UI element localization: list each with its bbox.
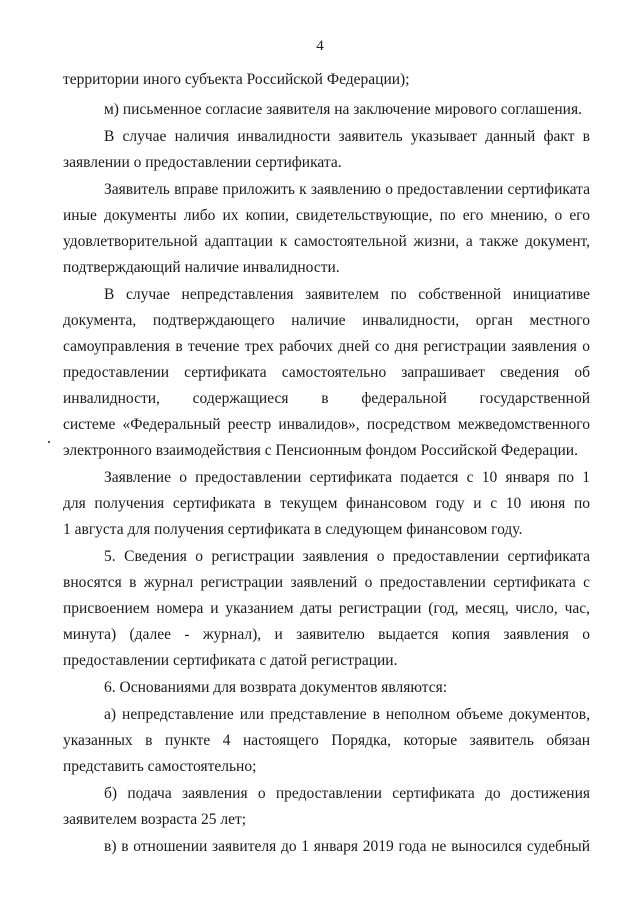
- text-line: представить самостоятельно;: [63, 758, 257, 775]
- text-line: б) подача заявления о предоставлении сертификата до достижения: [104, 785, 590, 802]
- text-line: а) непредставление или представление в неполном объеме документов,: [104, 706, 590, 723]
- text-line: иные документы либо их копии, свидетельствующие, по его мнению, о его: [63, 207, 590, 224]
- text-line: 1 августа для получения сертификата в следующем финансовом году.: [63, 521, 523, 538]
- text-line: вносятся в журнал регистрации заявлений о предоставлении сертификата с: [63, 574, 590, 591]
- text-line: В случае непредставления заявителем по собственной инициативе: [104, 286, 590, 303]
- text-line: системе «Федеральный реестр инвалидов», посредством межведомственного: [63, 416, 590, 433]
- text-line: документа, подтверждающего наличие инвалидности, орган местного: [63, 312, 590, 329]
- text-line: минута) (далее - журнал), и заявителю выдается копия заявления о: [63, 626, 590, 643]
- text-line: предоставлении сертификата с датой регистрации.: [63, 652, 398, 669]
- text-line: м) письменное согласие заявителя на заключение мирового соглашения.: [104, 101, 582, 118]
- text-line: подтверждающий наличие инвалидности.: [63, 259, 340, 276]
- text-line: в) в отношении заявителя до 1 января 2019 года не выносился судебный: [104, 838, 590, 855]
- text-line: удовлетворительной адаптации к самостоятельной жизни, а также документ,: [63, 233, 590, 250]
- text-line: указанных в пункте 4 настоящего Порядка, которые заявитель обязан: [63, 732, 590, 749]
- text-line: 5. Сведения о регистрации заявления о предоставлении сертификата: [104, 548, 590, 565]
- text-line: заявлении о предоставлении сертификата.: [63, 154, 342, 171]
- text-line: электронного взаимодействия с Пенсионным фондом Российской Федерации.: [63, 442, 578, 459]
- text-line: самоуправления в течение трех рабочих дней со дня регистрации заявления о: [63, 338, 590, 355]
- text-line: предоставлении сертификата самостоятельно запрашивает сведения об: [63, 364, 590, 381]
- scan-speck: [48, 441, 50, 443]
- text-line: инвалидности, содержащиеся в федеральной государственной: [63, 390, 590, 407]
- text-line: для получения сертификата в текущем финансовом году и с 10 июня по: [63, 495, 590, 512]
- text-line: Заявление о предоставлении сертификата подается с 10 января по 1: [104, 469, 590, 486]
- text-line: Заявитель вправе приложить к заявлению о предоставлении сертификата: [104, 181, 590, 198]
- text-line: территории иного субъекта Российской Федерации);: [63, 71, 410, 88]
- text-line: присвоением номера и указанием даты регистрации (год, месяц, число, час,: [63, 600, 590, 617]
- page-number: 4: [316, 38, 324, 54]
- text-line: 6. Основаниями для возврата документов являются:: [104, 679, 448, 696]
- text-line: заявителем возраста 25 лет;: [63, 811, 247, 828]
- text-line: В случае наличия инвалидности заявитель указывает данный факт в: [104, 128, 590, 145]
